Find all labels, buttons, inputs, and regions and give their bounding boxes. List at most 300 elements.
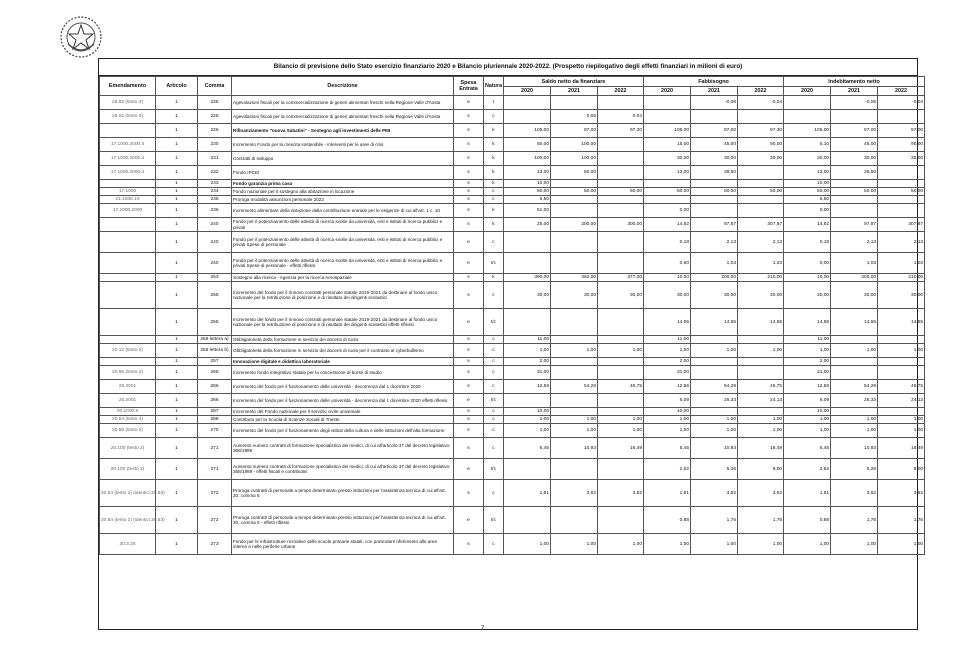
table-row	[100, 253, 925, 274]
cell-descrizione: Agevolazioni fiscali per la commercializzazione di generi alimentari freschi nella Regione Valle d'Aosta	[232, 110, 454, 124]
cell-descrizione: Incremento fondo integrativo statale per la concessione di borse di studio	[232, 366, 454, 380]
table-row	[100, 416, 925, 424]
cell-value: 30,00	[644, 152, 691, 166]
cell-value: 200,00	[551, 218, 598, 232]
cell-value: 0,88	[644, 507, 691, 534]
cell-value: 1,03	[691, 253, 738, 274]
year-header: 2022	[878, 87, 925, 96]
cell-value	[598, 152, 644, 166]
cell-value: 3,62	[738, 480, 784, 507]
cell-articolo: 1	[156, 366, 198, 380]
cell-value: 31,00	[504, 366, 551, 380]
cell-natura: c	[484, 196, 504, 204]
cell-spesa-entrata: s	[454, 408, 484, 416]
cell-value	[598, 459, 644, 480]
table-row	[100, 166, 925, 180]
table-row	[100, 424, 925, 438]
cell-spesa-entrata: e	[454, 232, 484, 253]
cell-value: 50,00	[738, 188, 784, 196]
cell-articolo: 1	[156, 459, 198, 480]
cell-value: 30,00	[784, 282, 831, 309]
cell-value: 6,09	[644, 394, 691, 408]
cell-value: 5,45	[644, 438, 691, 459]
cell-value: 10,00	[504, 180, 551, 188]
cell-value: 10,00	[784, 408, 831, 416]
cell-value: 5,26	[691, 459, 738, 480]
cell-value: 0,88	[784, 507, 831, 534]
cell-value: 30,00	[504, 282, 551, 309]
cell-articolo: 1	[156, 408, 198, 416]
cell-value	[504, 394, 551, 408]
cell-value	[691, 180, 738, 188]
cell-value: 12,56	[504, 380, 551, 394]
cell-value	[878, 408, 925, 416]
cell-value	[738, 336, 784, 344]
table-row	[100, 138, 925, 152]
cell-natura: k	[484, 124, 504, 138]
cell-value	[551, 459, 598, 480]
cell-articolo: 1	[156, 480, 198, 507]
cell-value: 16,49	[878, 438, 925, 459]
cell-value	[738, 204, 784, 218]
cell-value: 0,00	[784, 253, 831, 274]
cell-emendamento	[100, 232, 156, 253]
cell-emendamento: 17.1000.2000.4	[100, 166, 156, 180]
table-row	[100, 459, 925, 480]
cell-spesa-entrata: s	[454, 166, 484, 180]
cell-articolo: 1	[156, 380, 198, 394]
cell-value: 11,00	[784, 336, 831, 344]
cell-emendamento: 21.1000.10	[100, 196, 156, 204]
cell-value: 14,55	[644, 309, 691, 336]
cell-articolo: 1	[156, 507, 198, 534]
cell-value	[598, 408, 644, 416]
cell-articolo: 1	[156, 416, 198, 424]
cell-articolo: 1	[156, 438, 198, 459]
cell-value: 39,50	[691, 166, 738, 180]
cell-spesa-entrata: s	[454, 416, 484, 424]
cell-natura: c	[484, 416, 504, 424]
cell-value: 16,49	[598, 438, 644, 459]
cell-comma: 225	[198, 96, 232, 110]
cell-value: 13,00	[644, 166, 691, 180]
cell-spesa-entrata: s	[454, 380, 484, 394]
cell-value	[551, 336, 598, 344]
cell-emendamento: 17.1000.2000.4	[100, 152, 156, 166]
cell-natura: c	[484, 336, 504, 344]
cell-value: 30,00	[784, 152, 831, 166]
cell-natura: t/c	[484, 309, 504, 336]
cell-emendamento	[100, 282, 156, 309]
table-row	[100, 274, 925, 282]
cell-value: 1,00	[831, 424, 878, 438]
cell-value: 200,00	[831, 274, 878, 282]
cell-value: 97,00	[691, 124, 738, 138]
cell-value: 14,55	[831, 309, 878, 336]
cell-value: 105,00	[644, 124, 691, 138]
cell-value	[831, 196, 878, 204]
cell-comma: 240	[198, 218, 232, 232]
cell-value: 50,00	[504, 188, 551, 196]
cell-value: -0,05	[691, 96, 738, 110]
cell-value: 1,00	[598, 344, 644, 358]
cell-value: 14,82	[784, 218, 831, 232]
cell-value: 30,00	[644, 282, 691, 309]
cell-value	[738, 110, 784, 124]
cell-value	[691, 366, 738, 380]
cell-value: 3,62	[598, 480, 644, 507]
cell-value: 1,00	[644, 534, 691, 555]
cell-descrizione: Fondo garanzia prima casa	[232, 180, 454, 188]
cell-comma: 234	[198, 188, 232, 196]
cell-value: 210,00	[878, 274, 925, 282]
cell-value: 30,00	[831, 282, 878, 309]
cell-value: 1,81	[504, 480, 551, 507]
cell-comma: 230	[198, 138, 232, 152]
cell-value	[551, 180, 598, 188]
cell-value: 24,13	[738, 394, 784, 408]
cell-value: 10,93	[691, 438, 738, 459]
cell-value: 100,00	[551, 152, 598, 166]
cell-value: 50,00	[644, 188, 691, 196]
cell-articolo: 1	[156, 204, 198, 218]
cell-value: 200,00	[691, 274, 738, 282]
year-header: 2021	[551, 87, 598, 96]
cell-natura: c	[484, 110, 504, 124]
cell-value	[551, 507, 598, 534]
cell-natura: k	[484, 204, 504, 218]
cell-emendamento	[100, 358, 156, 366]
cell-value: 5,50	[784, 196, 831, 204]
cell-comma: 272	[198, 507, 232, 534]
cell-value	[504, 507, 551, 534]
cell-value: 2,13	[831, 232, 878, 253]
cell-value	[504, 253, 551, 274]
cell-value: 14,55	[878, 309, 925, 336]
cell-articolo: 1	[156, 534, 198, 555]
cell-value	[551, 253, 598, 274]
cell-value: 1,00	[691, 416, 738, 424]
cell-descrizione: Innovazione digitale e didattica laboratoriale	[232, 358, 454, 366]
cell-value: 45,00	[831, 138, 878, 152]
cell-value: 1,76	[831, 507, 878, 534]
cell-value: 1,00	[831, 344, 878, 358]
state-emblem-seal	[58, 14, 104, 60]
table-row	[100, 480, 925, 507]
cell-emendamento: 20.54 (testo 2) (identici 20.53)	[100, 480, 156, 507]
cell-value	[644, 96, 691, 110]
cell-comma: 266	[198, 394, 232, 408]
cell-emendamento: 20.12 (testo 2)	[100, 344, 156, 358]
cell-value: 3,62	[878, 480, 925, 507]
cell-value	[878, 110, 925, 124]
cell-value: 1,76	[738, 507, 784, 534]
cell-value	[598, 166, 644, 180]
cell-value	[644, 180, 691, 188]
cell-comma: 235	[198, 196, 232, 204]
cell-spesa-entrata: s	[454, 196, 484, 204]
cell-value: 307,87	[878, 218, 925, 232]
cell-spesa-entrata: s	[454, 180, 484, 188]
cell-value: 97,87	[691, 218, 738, 232]
cell-value: 2,13	[878, 232, 925, 253]
cell-value	[504, 232, 551, 253]
cell-value: 1,00	[504, 344, 551, 358]
cell-value	[598, 196, 644, 204]
table-row	[100, 218, 925, 232]
cell-value: 12,56	[644, 380, 691, 394]
cell-value: 31,00	[784, 366, 831, 380]
cell-descrizione: Aumento numero contratti di formazione specialistica dei medici, di cui all'articolo 37 del decreto legislativo 368/1999	[232, 438, 454, 459]
cell-value: 46,75	[598, 380, 644, 394]
cell-value: 31,00	[644, 366, 691, 380]
cell-value	[878, 366, 925, 380]
cell-value: 14,55	[784, 309, 831, 336]
cell-value: 30,00	[598, 282, 644, 309]
cell-value	[598, 96, 644, 110]
year-header: 2021	[831, 87, 878, 96]
cell-descrizione: Aumento numero contratti di formazione specialistica dei medici, di cui all'articolo 37 del decreto legislativo 368/1999 - effetti fiscali e contributivi	[232, 459, 454, 480]
cell-value: 14,55	[738, 309, 784, 336]
table-row	[100, 336, 925, 344]
cell-value: 300,00	[598, 218, 644, 232]
cell-value: 90,00	[738, 138, 784, 152]
cell-value: 46,75	[878, 380, 925, 394]
cell-articolo: 1	[156, 336, 198, 344]
cell-value: 5,10	[784, 138, 831, 152]
cell-comma: 273	[198, 534, 232, 555]
cell-value: 10,00	[504, 408, 551, 416]
cell-spesa-entrata: e	[454, 253, 484, 274]
cell-value	[691, 196, 738, 204]
cell-emendamento: 17.1000.2000	[100, 204, 156, 218]
cell-value: 30,00	[551, 282, 598, 309]
cell-natura: c	[484, 232, 504, 253]
cell-value: 8,00	[738, 459, 784, 480]
cell-value	[691, 204, 738, 218]
cell-value	[878, 336, 925, 344]
cell-descrizione: Obbligatorietà della formazione in servizio dei docenti di ruolo	[232, 336, 454, 344]
cell-value	[831, 366, 878, 380]
cell-value	[738, 166, 784, 180]
cell-articolo: 1	[156, 138, 198, 152]
cell-value	[784, 96, 831, 110]
cell-value: 12,56	[784, 380, 831, 394]
cell-articolo: 1	[156, 218, 198, 232]
cell-value: 1,00	[878, 534, 925, 555]
cell-value: 0,04	[598, 110, 644, 124]
cell-value	[598, 232, 644, 253]
cell-natura: t/c	[484, 394, 504, 408]
cell-value: 5,50	[504, 196, 551, 204]
cell-articolo: 1	[156, 358, 198, 366]
col-group-saldo: Saldo netto da finanziare	[504, 77, 644, 87]
cell-value: 0,05	[551, 110, 598, 124]
cell-value	[551, 394, 598, 408]
cell-value: 1,00	[691, 424, 738, 438]
cell-value: 50,00	[691, 188, 738, 196]
col-articolo: Articolo	[156, 77, 198, 96]
cell-value: 1,00	[504, 534, 551, 555]
cell-value: 1,00	[784, 416, 831, 424]
cell-value: 1,00	[691, 534, 738, 555]
cell-value: -0,04	[738, 96, 784, 110]
cell-emendamento	[100, 180, 156, 188]
cell-value: 97,30	[738, 124, 784, 138]
cell-value: 390,00	[504, 274, 551, 282]
cell-articolo: 1	[156, 253, 198, 274]
cell-natura: c	[484, 438, 504, 459]
cell-value: 45,00	[691, 138, 738, 152]
cell-comma: 270	[198, 424, 232, 438]
cell-value: 2,13	[691, 232, 738, 253]
cell-value	[691, 110, 738, 124]
cell-emendamento: 25.2001	[100, 394, 156, 408]
cell-natura: t/c	[484, 253, 504, 274]
cell-comma: 231	[198, 152, 232, 166]
cell-comma: 232	[198, 166, 232, 180]
cell-value: 2,13	[738, 232, 784, 253]
cell-value	[644, 110, 691, 124]
cell-emendamento: 20.88 (testo 2)	[100, 424, 156, 438]
year-header: 2020	[644, 87, 691, 96]
cell-emendamento: 20.100 (testo 2)	[100, 459, 156, 480]
cell-value	[878, 166, 925, 180]
cell-articolo: 1	[156, 394, 198, 408]
cell-articolo: 1	[156, 152, 198, 166]
cell-descrizione: Obbligatorietà della formazione in servizio dei docenti di ruolo per il contrasto al cyberbullismo	[232, 344, 454, 358]
table-row	[100, 180, 925, 188]
cell-natura: c	[484, 358, 504, 366]
cell-value: 1,00	[644, 344, 691, 358]
table-row	[100, 358, 925, 366]
cell-value: 1,00	[878, 344, 925, 358]
cell-value: 51,00	[504, 204, 551, 218]
cell-spesa-entrata: s	[454, 424, 484, 438]
cell-natura: c	[484, 480, 504, 507]
cell-value: 50,00	[598, 188, 644, 196]
cell-value: 97,00	[878, 124, 925, 138]
cell-comma: 240	[198, 253, 232, 274]
cell-value	[644, 196, 691, 204]
cell-value: 1,00	[598, 534, 644, 555]
cell-value	[598, 309, 644, 336]
cell-value: 0,18	[644, 232, 691, 253]
cell-descrizione: Fondo per il potenziamento delle attività di ricerca svolte da università, enti e istituti di ricerca pubblici e privati Spese di personale	[232, 232, 454, 253]
cell-value	[878, 196, 925, 204]
cell-emendamento	[100, 336, 156, 344]
cell-comma: 271	[198, 459, 232, 480]
cell-emendamento: 25.02 (testo 3)	[100, 110, 156, 124]
cell-value	[551, 408, 598, 416]
table-row	[100, 344, 925, 358]
cell-articolo: 1	[156, 188, 198, 196]
cell-articolo: 1	[156, 309, 198, 336]
cell-articolo: 1	[156, 96, 198, 110]
cell-natura: c	[484, 344, 504, 358]
cell-comma: 256 lettera b)	[198, 344, 232, 358]
cell-value: 97,30	[598, 124, 644, 138]
cell-value	[831, 358, 878, 366]
cell-value: 0,18	[784, 232, 831, 253]
cell-value: 39,50	[831, 166, 878, 180]
cell-value	[878, 180, 925, 188]
cell-value: 50,00	[551, 188, 598, 196]
cell-value: 3,62	[551, 480, 598, 507]
cell-value: 3,62	[691, 480, 738, 507]
cell-value: 90,00	[878, 138, 925, 152]
cell-value: 105,00	[504, 124, 551, 138]
cell-emendamento: 20.3.26	[100, 534, 156, 555]
cell-value	[598, 366, 644, 380]
cell-value: 1,00	[831, 416, 878, 424]
table-row	[100, 366, 925, 380]
cell-value	[551, 358, 598, 366]
table-title: Bilancio di previsione dello Stato esercizio finanziario 2020 e Bilancio pluriennale 2020-2022. (Prospetto riepilogativo degli effetti finanziari in milioni di euro)	[99, 59, 917, 76]
cell-natura: k	[484, 138, 504, 152]
table-row	[100, 110, 925, 124]
cell-spesa-entrata: s	[454, 124, 484, 138]
cell-value: 26,33	[831, 394, 878, 408]
cell-value: 1,00	[878, 424, 925, 438]
cell-value: 13,00	[504, 166, 551, 180]
cell-comma: 267	[198, 408, 232, 416]
cell-value: 1,00	[738, 534, 784, 555]
cell-value: 2,00	[644, 358, 691, 366]
cell-value	[551, 196, 598, 204]
cell-value	[738, 408, 784, 416]
cell-natura: c	[484, 366, 504, 380]
cell-value: 1,00	[504, 416, 551, 424]
cell-comma: 225	[198, 110, 232, 124]
cell-comma: 272	[198, 480, 232, 507]
cell-value: 1,00	[784, 344, 831, 358]
cell-value	[691, 408, 738, 416]
cell-value: 54,29	[831, 380, 878, 394]
cell-descrizione: Rifinanziamento "nuova Sabatini" - Sostegno agli investimenti delle PMI	[232, 124, 454, 138]
cell-spesa-entrata: s	[454, 366, 484, 380]
cell-descrizione: Fondo per il potenziamento delle attività di ricerca svolte da università, enti e istituti di ricerca pubblici e privati	[232, 218, 454, 232]
cell-value: 97,87	[831, 218, 878, 232]
cell-value	[551, 366, 598, 380]
cell-value	[504, 459, 551, 480]
cell-spesa-entrata: s	[454, 344, 484, 358]
table-row	[100, 96, 925, 110]
year-header: 2020	[504, 87, 551, 96]
cell-value: 10,93	[551, 438, 598, 459]
cell-descrizione: Fondo nazionale per il sostegno alla abitazione in locazione	[232, 188, 454, 196]
cell-spesa-entrata: s	[454, 336, 484, 344]
cell-value: 1,00	[551, 416, 598, 424]
cell-value: 1,00	[738, 424, 784, 438]
cell-value: 0,00	[784, 204, 831, 218]
cell-emendamento	[100, 309, 156, 336]
cell-spesa-entrata: s	[454, 480, 484, 507]
cell-value: 30,00	[738, 282, 784, 309]
cell-descrizione: Proroga modalità assunzioni personale 2022	[232, 196, 454, 204]
cell-value: 26,33	[691, 394, 738, 408]
cell-spesa-entrata: s	[454, 282, 484, 309]
cell-value	[504, 110, 551, 124]
cell-articolo: 1	[156, 180, 198, 188]
cell-value: 54,29	[691, 380, 738, 394]
cell-emendamento: 20.54 (testo 2)	[100, 416, 156, 424]
cell-value	[878, 358, 925, 366]
cell-descrizione: Incremento del fondo per il funzionamento degli istituti della cultura e delle istituzioni dell'alta formazione	[232, 424, 454, 438]
cell-value: 10,00	[784, 274, 831, 282]
cell-descrizione: Incremento del Fondo nazionale per il servizio civile universale	[232, 408, 454, 416]
cell-value	[878, 204, 925, 218]
